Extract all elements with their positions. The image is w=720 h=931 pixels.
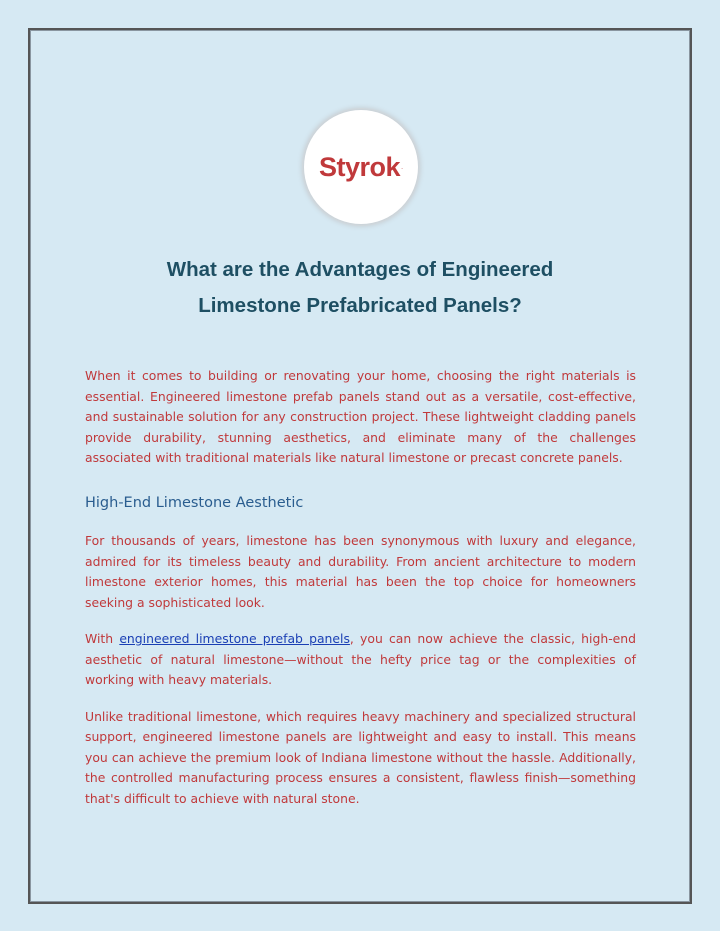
document-page <box>28 28 692 904</box>
section-paragraph-3: Unlike traditional limestone, which requires heavy machinery and specialized structural support, engineered limestone panels are lightweight and easy to install. This means you can achieve the premium look of Indiana limestone without the hassle. Additionally, the controlled manufacturing process ensures a consistent, flawless finish—something that's difficult to achieve with natural stone. <box>85 708 636 806</box>
para2-prefix: With <box>85 631 120 646</box>
logo-text: Styrok <box>319 151 401 182</box>
engineered-limestone-link[interactable]: engineered limestone prefab panels <box>119 631 350 646</box>
page-title <box>30 252 690 324</box>
logo-mark: . <box>401 163 403 171</box>
styrok-logo <box>304 110 418 224</box>
section-paragraph-1: For thousands of years, limestone has been synonymous with luxury and elegance, admired for its timeless beauty and durability. From ancient architecture to modern limestone exterior homes, this material has been the top choice for homeowners seeking a sophisticated look. <box>85 533 636 610</box>
title-line-1: What are the Advantages of Engineered <box>166 258 554 281</box>
section-heading: High-End Limestone Aesthetic <box>85 494 304 511</box>
para2-suffix: , you can now achieve the classic, high-end aesthetic of natural limestone—without the hefty price tag or the complexities of working with heavy materials. <box>85 631 637 687</box>
article-body <box>85 366 636 825</box>
title-line-2: Limestone Prefabricated Panels? <box>198 294 522 317</box>
intro-paragraph: When it comes to building or renovating your home, choosing the right materials is essential. Engineered limestone prefab panels stand out as a versatile, cost-effective, and sustainable solution for any construction project. These lightweight cladding panels provide durability, stunning aesthetics, and eliminate many of the challenges associated with traditional materials like natural limestone or precast concrete panels. <box>85 368 636 465</box>
section-paragraph-2 <box>85 629 636 691</box>
